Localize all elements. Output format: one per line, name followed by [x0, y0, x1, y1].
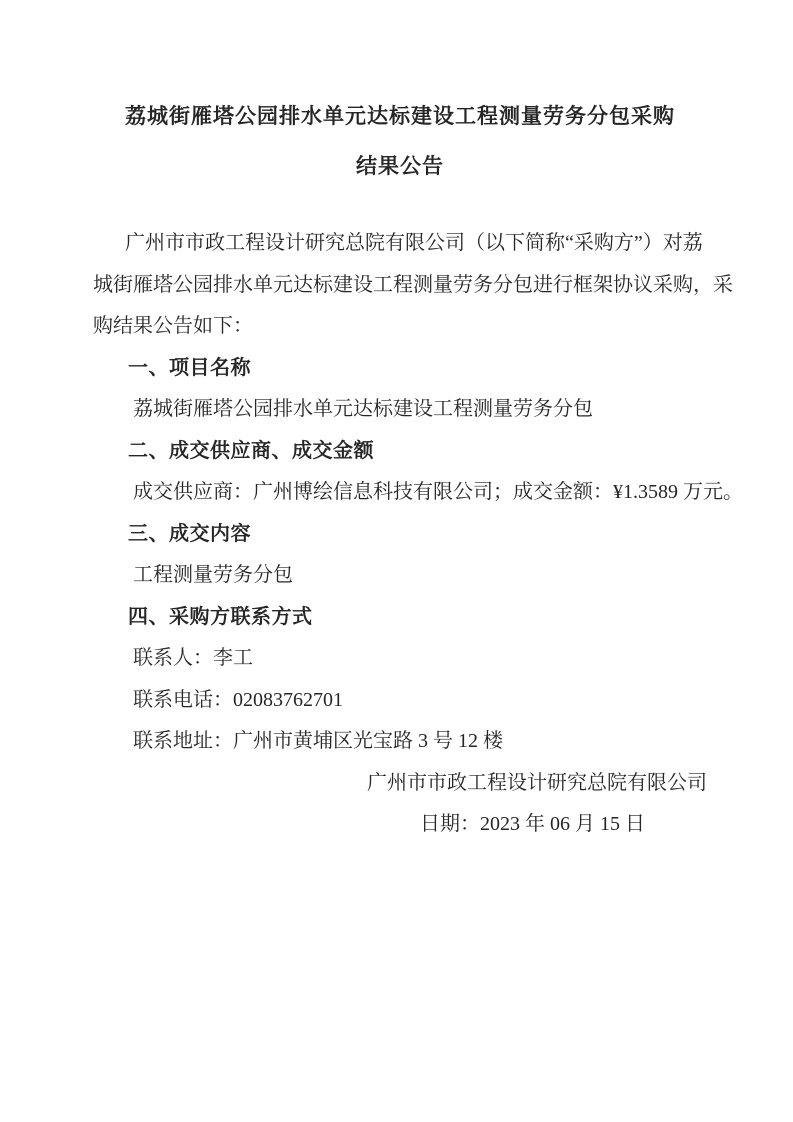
contact-phone: 联系电话：02083762701 — [133, 688, 343, 711]
contact-person: 联系人：李工 — [133, 647, 253, 669]
section-heading-contact-info: 四、采购方联系方式 — [128, 605, 313, 628]
section-heading-deal-content: 三、成交内容 — [128, 522, 251, 545]
signature-company: 广州市市政工程设计研究总院有限公司 — [367, 771, 707, 794]
intro-line: 广州市市政工程设计研究总院有限公司（以下简称“采购方”）对荔 — [125, 232, 703, 254]
section-heading-project-name: 一、项目名称 — [128, 356, 251, 379]
intro-line: 购结果公告如下： — [93, 315, 253, 337]
signature-date: 日期：2023 年 06 月 15 日 — [420, 813, 645, 835]
deal-content-value: 工程测量劳务分包 — [133, 564, 293, 586]
section-deal-content — [93, 514, 707, 597]
section-project-name — [93, 348, 707, 431]
document-title — [93, 92, 707, 192]
section-contact-info — [93, 597, 707, 763]
intro-line: 城街雁塔公园排水单元达标建设工程测量劳务分包进行框架协议采购，采 — [93, 273, 733, 296]
section-heading-supplier-amount: 二、成交供应商、成交金额 — [128, 439, 374, 462]
section-supplier-amount — [93, 431, 743, 514]
title-line-2: 结果公告 — [356, 155, 444, 178]
signature-block — [93, 763, 707, 846]
contact-address: 联系地址：广州市黄埔区光宝路 3 号 12 楼 — [133, 730, 503, 752]
intro-paragraph — [93, 223, 733, 348]
title-line-1: 荔城街雁塔公园排水单元达标建设工程测量劳务分包采购 — [125, 105, 675, 128]
supplier-amount-value: 成交供应商：广州博绘信息科技有限公司；成交金额：¥1.3589 万元。 — [133, 481, 743, 503]
project-name-value: 荔城街雁塔公园排水单元达标建设工程测量劳务分包 — [133, 398, 593, 420]
